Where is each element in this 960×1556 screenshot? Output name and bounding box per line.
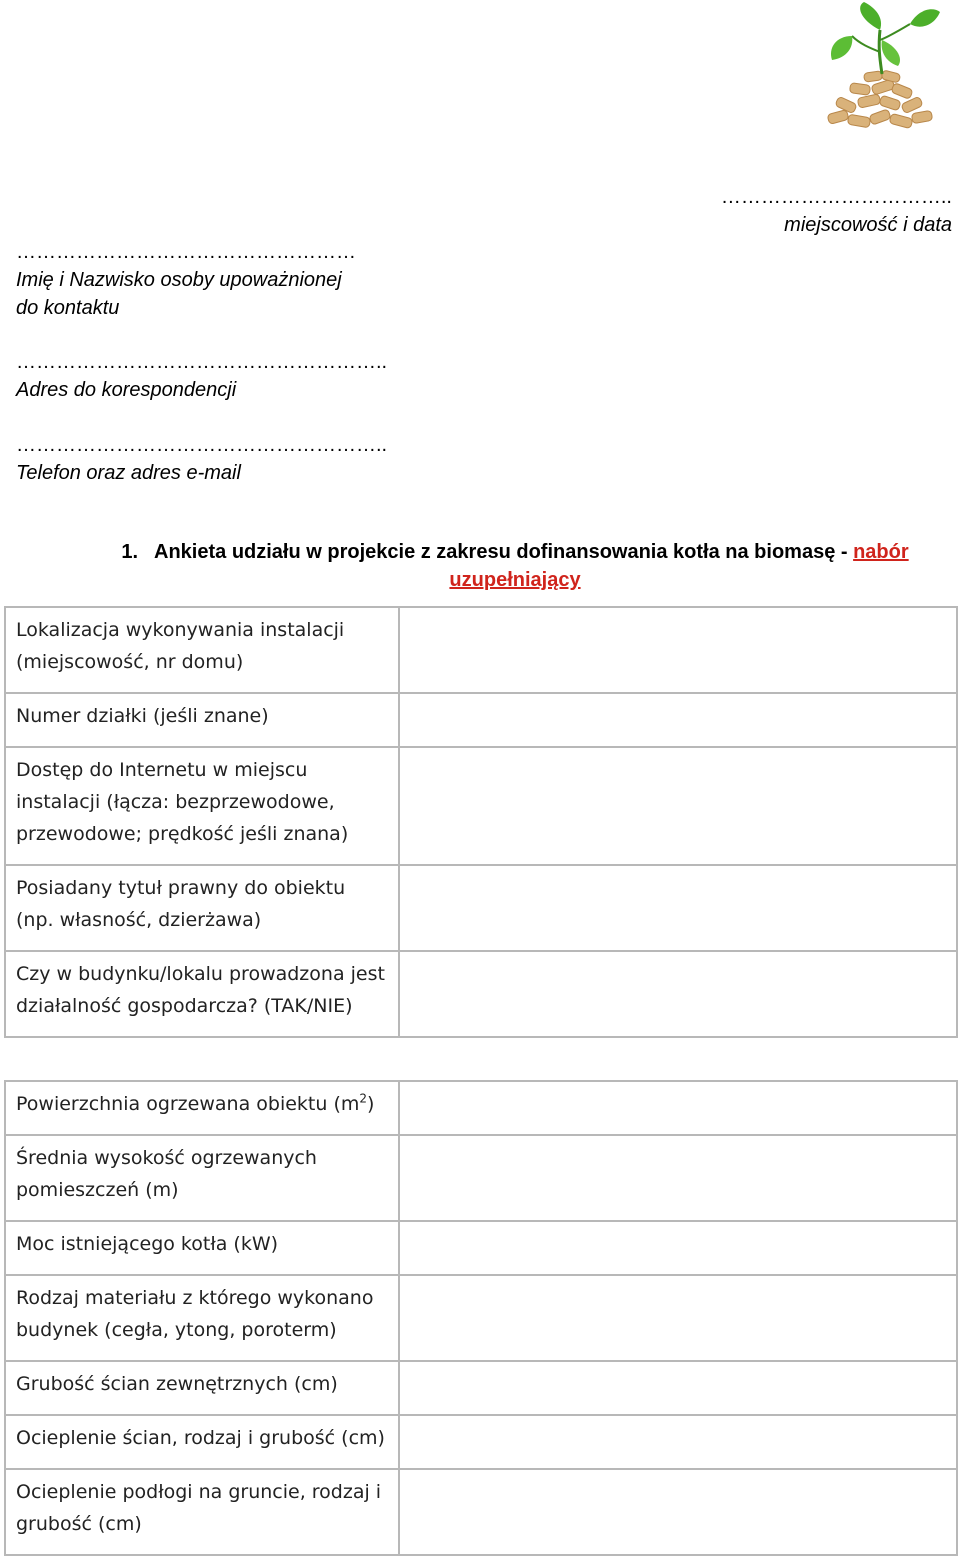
heated-area-label: Powierzchnia ogrzewana obiektu (m <box>16 1093 360 1115</box>
date-place-dots[interactable]: …………………………….. <box>720 186 952 208</box>
survey-title-text: Ankieta udziału w projekcie z zakresu dofinansowania kotła na biomasę - <box>154 541 854 563</box>
heated-area-close: ) <box>367 1093 375 1115</box>
table-label: Moc istniejącego kotła (kW) <box>5 1221 399 1275</box>
table-row <box>5 607 957 693</box>
address-block <box>16 348 446 404</box>
contact-name-label-line2: do kontaktu <box>16 297 120 319</box>
table-input-cell[interactable] <box>399 865 957 951</box>
table-row <box>5 1469 957 1555</box>
contact-name-block <box>16 238 446 322</box>
table-input-cell[interactable] <box>399 951 957 1037</box>
table-input-cell[interactable] <box>399 1081 957 1135</box>
survey-title-highlight-2: uzupełniający <box>449 569 581 591</box>
table-row <box>5 747 957 865</box>
table-label: Posiadany tytuł prawny do obiektu (np. własność, dzierżawa) <box>5 865 399 951</box>
table-label: Rodzaj materiału z którego wykonano budynek (cegła, ytong, poroterm) <box>5 1275 399 1361</box>
survey-title <box>100 538 930 594</box>
table-row <box>5 1275 957 1361</box>
date-place-label: miejscowość i data <box>784 214 952 236</box>
address-dots[interactable]: ……………………………………………….. <box>16 351 388 373</box>
table-row <box>5 1135 957 1221</box>
plant-pellets-logo <box>820 0 950 140</box>
table-label: Grubość ścian zewnętrznych (cm) <box>5 1361 399 1415</box>
phone-email-block <box>16 431 446 487</box>
table-row <box>5 951 957 1037</box>
contact-name-dots[interactable]: …………………………………………… <box>16 241 356 263</box>
phone-email-dots[interactable]: ……………………………………………….. <box>16 434 388 456</box>
phone-email-label: Telefon oraz adres e-mail <box>16 462 241 484</box>
table-label: Ocieplenie ścian, rodzaj i grubość (cm) <box>5 1415 399 1469</box>
table-row <box>5 1415 957 1469</box>
table-label <box>5 1081 399 1135</box>
date-place-block <box>721 183 952 239</box>
table-input-cell[interactable] <box>399 1361 957 1415</box>
table-label: Czy w budynku/lokalu prowadzona jest działalność gospodarcza? (TAK/NIE) <box>5 951 399 1037</box>
table-row <box>5 1221 957 1275</box>
table-input-cell[interactable] <box>399 1221 957 1275</box>
table-input-cell[interactable] <box>399 693 957 747</box>
table-row <box>5 865 957 951</box>
table-label: Dostęp do Internetu w miejscu instalacji (łącza: bezprzewodowe, przewodowe; prędkość jeśli znana) <box>5 747 399 865</box>
table-input-cell[interactable] <box>399 747 957 865</box>
table-input-cell[interactable] <box>399 1415 957 1469</box>
table-row <box>5 1081 957 1135</box>
table-label: Lokalizacja wykonywania instalacji (miejscowość, nr domu) <box>5 607 399 693</box>
table-label: Ocieplenie podłogi na gruncie, rodzaj i grubość (cm) <box>5 1469 399 1555</box>
table-label: Numer działki (jeśli znane) <box>5 693 399 747</box>
table-row <box>5 693 957 747</box>
survey-title-highlight-1: nabór <box>853 541 909 563</box>
table-input-cell[interactable] <box>399 1469 957 1555</box>
table-row <box>5 1361 957 1415</box>
survey-title-number: 1. <box>121 541 139 563</box>
contact-name-label-line1: Imię i Nazwisko osoby upoważnionej <box>16 269 342 291</box>
table-input-cell[interactable] <box>399 1275 957 1361</box>
heated-area-sup: 2 <box>359 1091 368 1106</box>
building-table <box>4 1080 958 1556</box>
table-label: Średnia wysokość ogrzewanych pomieszczeń (m) <box>5 1135 399 1221</box>
address-label: Adres do korespondencji <box>16 379 237 401</box>
table-input-cell[interactable] <box>399 607 957 693</box>
location-table <box>4 606 958 1038</box>
table-input-cell[interactable] <box>399 1135 957 1221</box>
